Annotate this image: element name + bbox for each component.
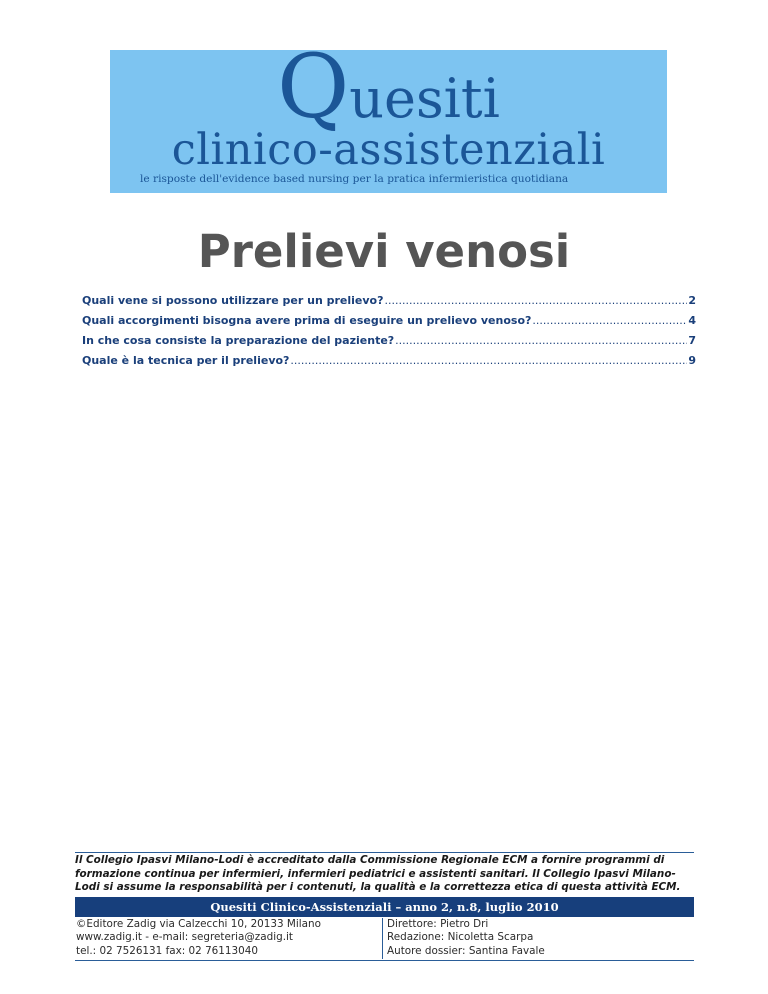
toc-entry-label[interactable]: In che cosa consiste la preparazione del paziente? [82, 334, 395, 347]
toc-entry-label[interactable]: Quali accorgimenti bisogna avere prima di eseguire un prelievo venoso? [82, 314, 532, 327]
table-of-contents [82, 291, 696, 371]
toc-leader-dots [532, 311, 687, 331]
editorial-staff [387, 918, 687, 958]
toc-entry-label[interactable]: Quali vene si possono utilizzare per un prelievo? [82, 294, 384, 307]
toc-entry[interactable] [82, 311, 696, 331]
toc-entry-page[interactable]: 7 [688, 334, 696, 347]
toc-leader-dots [290, 351, 687, 371]
toc-entry-page[interactable]: 2 [688, 294, 696, 307]
staff-director: Direttore: Pietro Dri [387, 918, 489, 930]
toc-leader-dots [395, 331, 687, 351]
masthead-tagline: le risposte dell'evidence based nursing per la pratica infermieristica quotidiana [140, 173, 569, 185]
toc-entry-page[interactable]: 4 [688, 314, 696, 327]
masthead-banner [110, 35, 667, 193]
document-title: Prelievi venosi [197, 225, 571, 278]
publisher-info [76, 918, 381, 958]
toc-entry-page[interactable]: 9 [688, 354, 696, 367]
toc-entry[interactable] [82, 351, 696, 371]
footer-top-rule [75, 852, 694, 853]
staff-author: Autore dossier: Santina Favale [387, 944, 545, 957]
toc-leader-dots [384, 291, 687, 311]
footer-column-divider [382, 918, 383, 959]
publisher-phone: tel.: 02 7526131 fax: 02 76113040 [76, 944, 258, 957]
accreditation-notice: Il Collegio Ipasvi Milano-Lodi è accreditato dalla Commissione Regionale ECM a fornire programmi di formazione continua per infermieri, infermieri pediatrici e assistenti sanitari. Il Collegio Ipasvi Milano-Lodi si assume la responsabilità per i contenuti, la qualità e la correttezza etica di questa attività ECM. [75, 854, 681, 893]
masthead-subtitle: clinico-assistenziali [171, 125, 606, 175]
toc-entry[interactable] [82, 291, 696, 311]
staff-editor: Redazione: Nicoletta Scarpa [387, 931, 534, 944]
masthead-title-initial: Q [277, 35, 350, 138]
toc-entry-label[interactable]: Quale è la tecnica per il prelievo? [82, 354, 290, 367]
publisher-web-email: www.zadig.it - e-mail: segreteria@zadig.it [76, 931, 293, 944]
publisher-address: ©Editore Zadig via Calzecchi 10, 20133 Milano [76, 918, 321, 930]
masthead-title [110, 35, 667, 138]
masthead-title-rest: uesiti [349, 67, 500, 130]
issue-info-bar: Quesiti Clinico-Assistenziali – anno 2, n.8, luglio 2010 [75, 897, 694, 917]
footer-bottom-rule [75, 960, 694, 961]
toc-entry[interactable] [82, 331, 696, 351]
